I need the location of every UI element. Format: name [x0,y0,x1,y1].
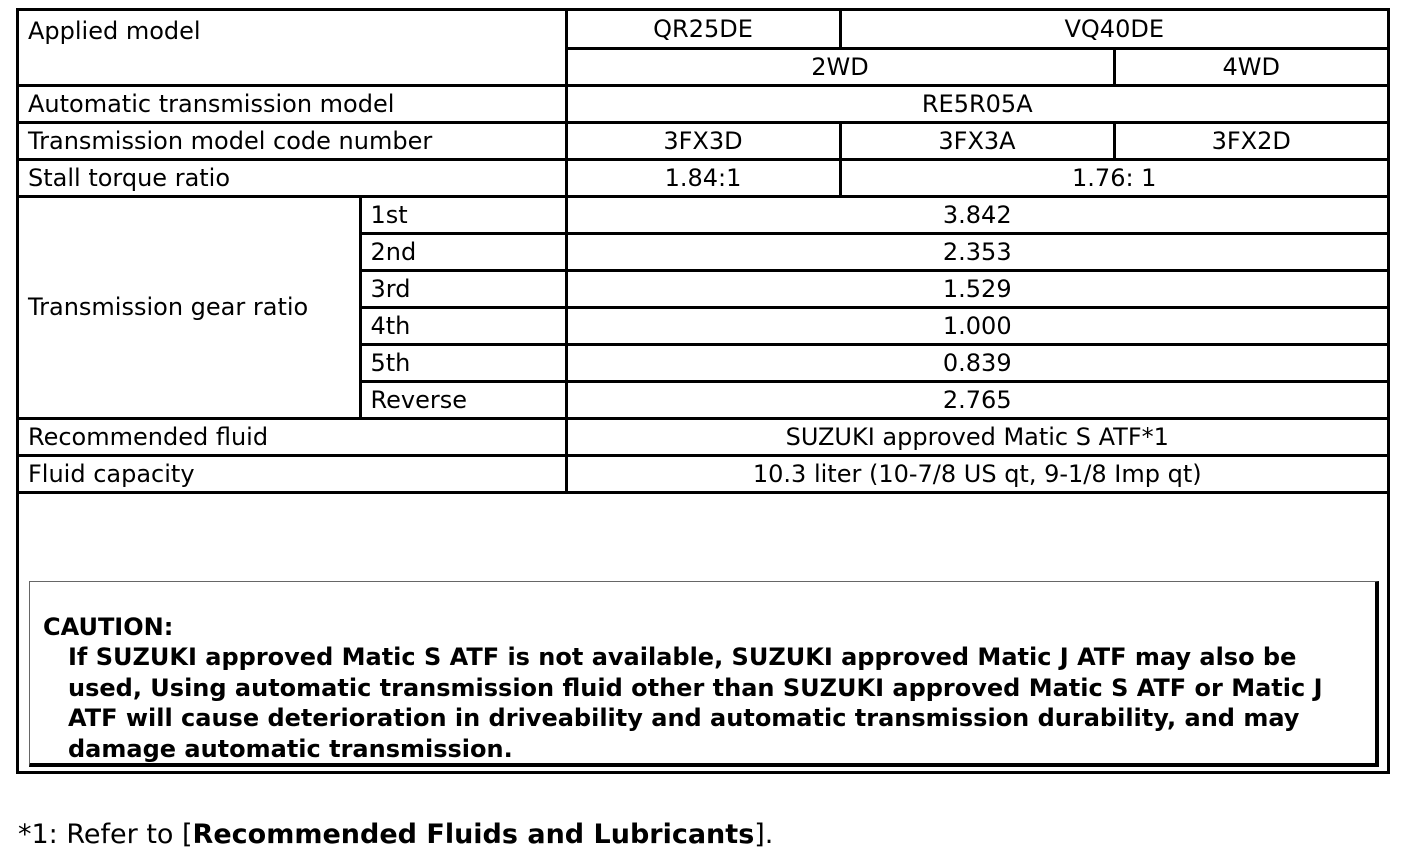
stall-torque-vq: 1.76: 1 [840,159,1387,196]
gear-ratio-value: 1.000 [566,307,1387,344]
caution-box [29,581,1379,767]
drive-4wd: 4WD [1114,48,1387,85]
gear-ratio-value: 2.353 [566,233,1387,270]
gear-name: 4th [360,307,566,344]
footnote-suffix: ]. [754,819,774,850]
engine-vq40de: VQ40DE [840,11,1387,48]
caution-body: If SUZUKI approved Matic S ATF is not available, SUZUKI approved Matic J ATF may also be used, Using automatic transmission fluid other than SUZUKI approved Matic S ATF or Matic J ATF will cause deterioration in driveability and automatic transmission durability, and may damage automatic transmission. [68,643,1323,763]
gear-name: 1st [360,196,566,233]
table-row [19,85,1387,122]
drive-2wd: 2WD [566,48,1114,85]
table-row [19,159,1387,196]
stall-torque-label: Stall torque ratio [19,159,566,196]
footnote [18,818,773,852]
fluid-capacity-label: Fluid capacity [19,455,566,492]
spec-table [19,11,1387,494]
gear-ratio-value: 2.765 [566,381,1387,418]
table-row [19,11,1387,48]
gear-ratio-label: Transmission gear ratio [19,196,360,418]
code-vq40de-2wd: 3FX3A [840,122,1114,159]
gear-name: 5th [360,344,566,381]
recommended-fluid-label: Recommended fluid [19,418,566,455]
table-row [19,418,1387,455]
fluid-capacity-value: 10.3 liter (10-7/8 US qt, 9-1/8 Imp qt) [566,455,1387,492]
gear-name: Reverse [360,381,566,418]
table-row [19,122,1387,159]
applied-model-label: Applied model [19,11,566,85]
gear-name: 2nd [360,233,566,270]
table-row [19,455,1387,492]
recommended-fluids-link[interactable]: Recommended Fluids and Lubricants [192,819,755,850]
gear-ratio-value: 1.529 [566,270,1387,307]
code-vq40de-4wd: 3FX2D [1114,122,1387,159]
gear-ratio-value: 0.839 [566,344,1387,381]
footnote-prefix: *1: Refer to [ [18,819,193,850]
caution-title: CAUTION: [43,613,174,641]
code-qr25de: 3FX3D [566,122,840,159]
at-model-label: Automatic transmission model [19,85,566,122]
spec-frame [16,8,1390,774]
at-model-value: RE5R05A [566,85,1387,122]
engine-qr25de: QR25DE [566,11,840,48]
gear-ratio-value: 3.842 [566,196,1387,233]
recommended-fluid-value: SUZUKI approved Matic S ATF*1 [566,418,1387,455]
table-row [19,196,1387,233]
code-number-label: Transmission model code number [19,122,566,159]
stall-torque-qr: 1.84:1 [566,159,840,196]
gear-name: 3rd [360,270,566,307]
